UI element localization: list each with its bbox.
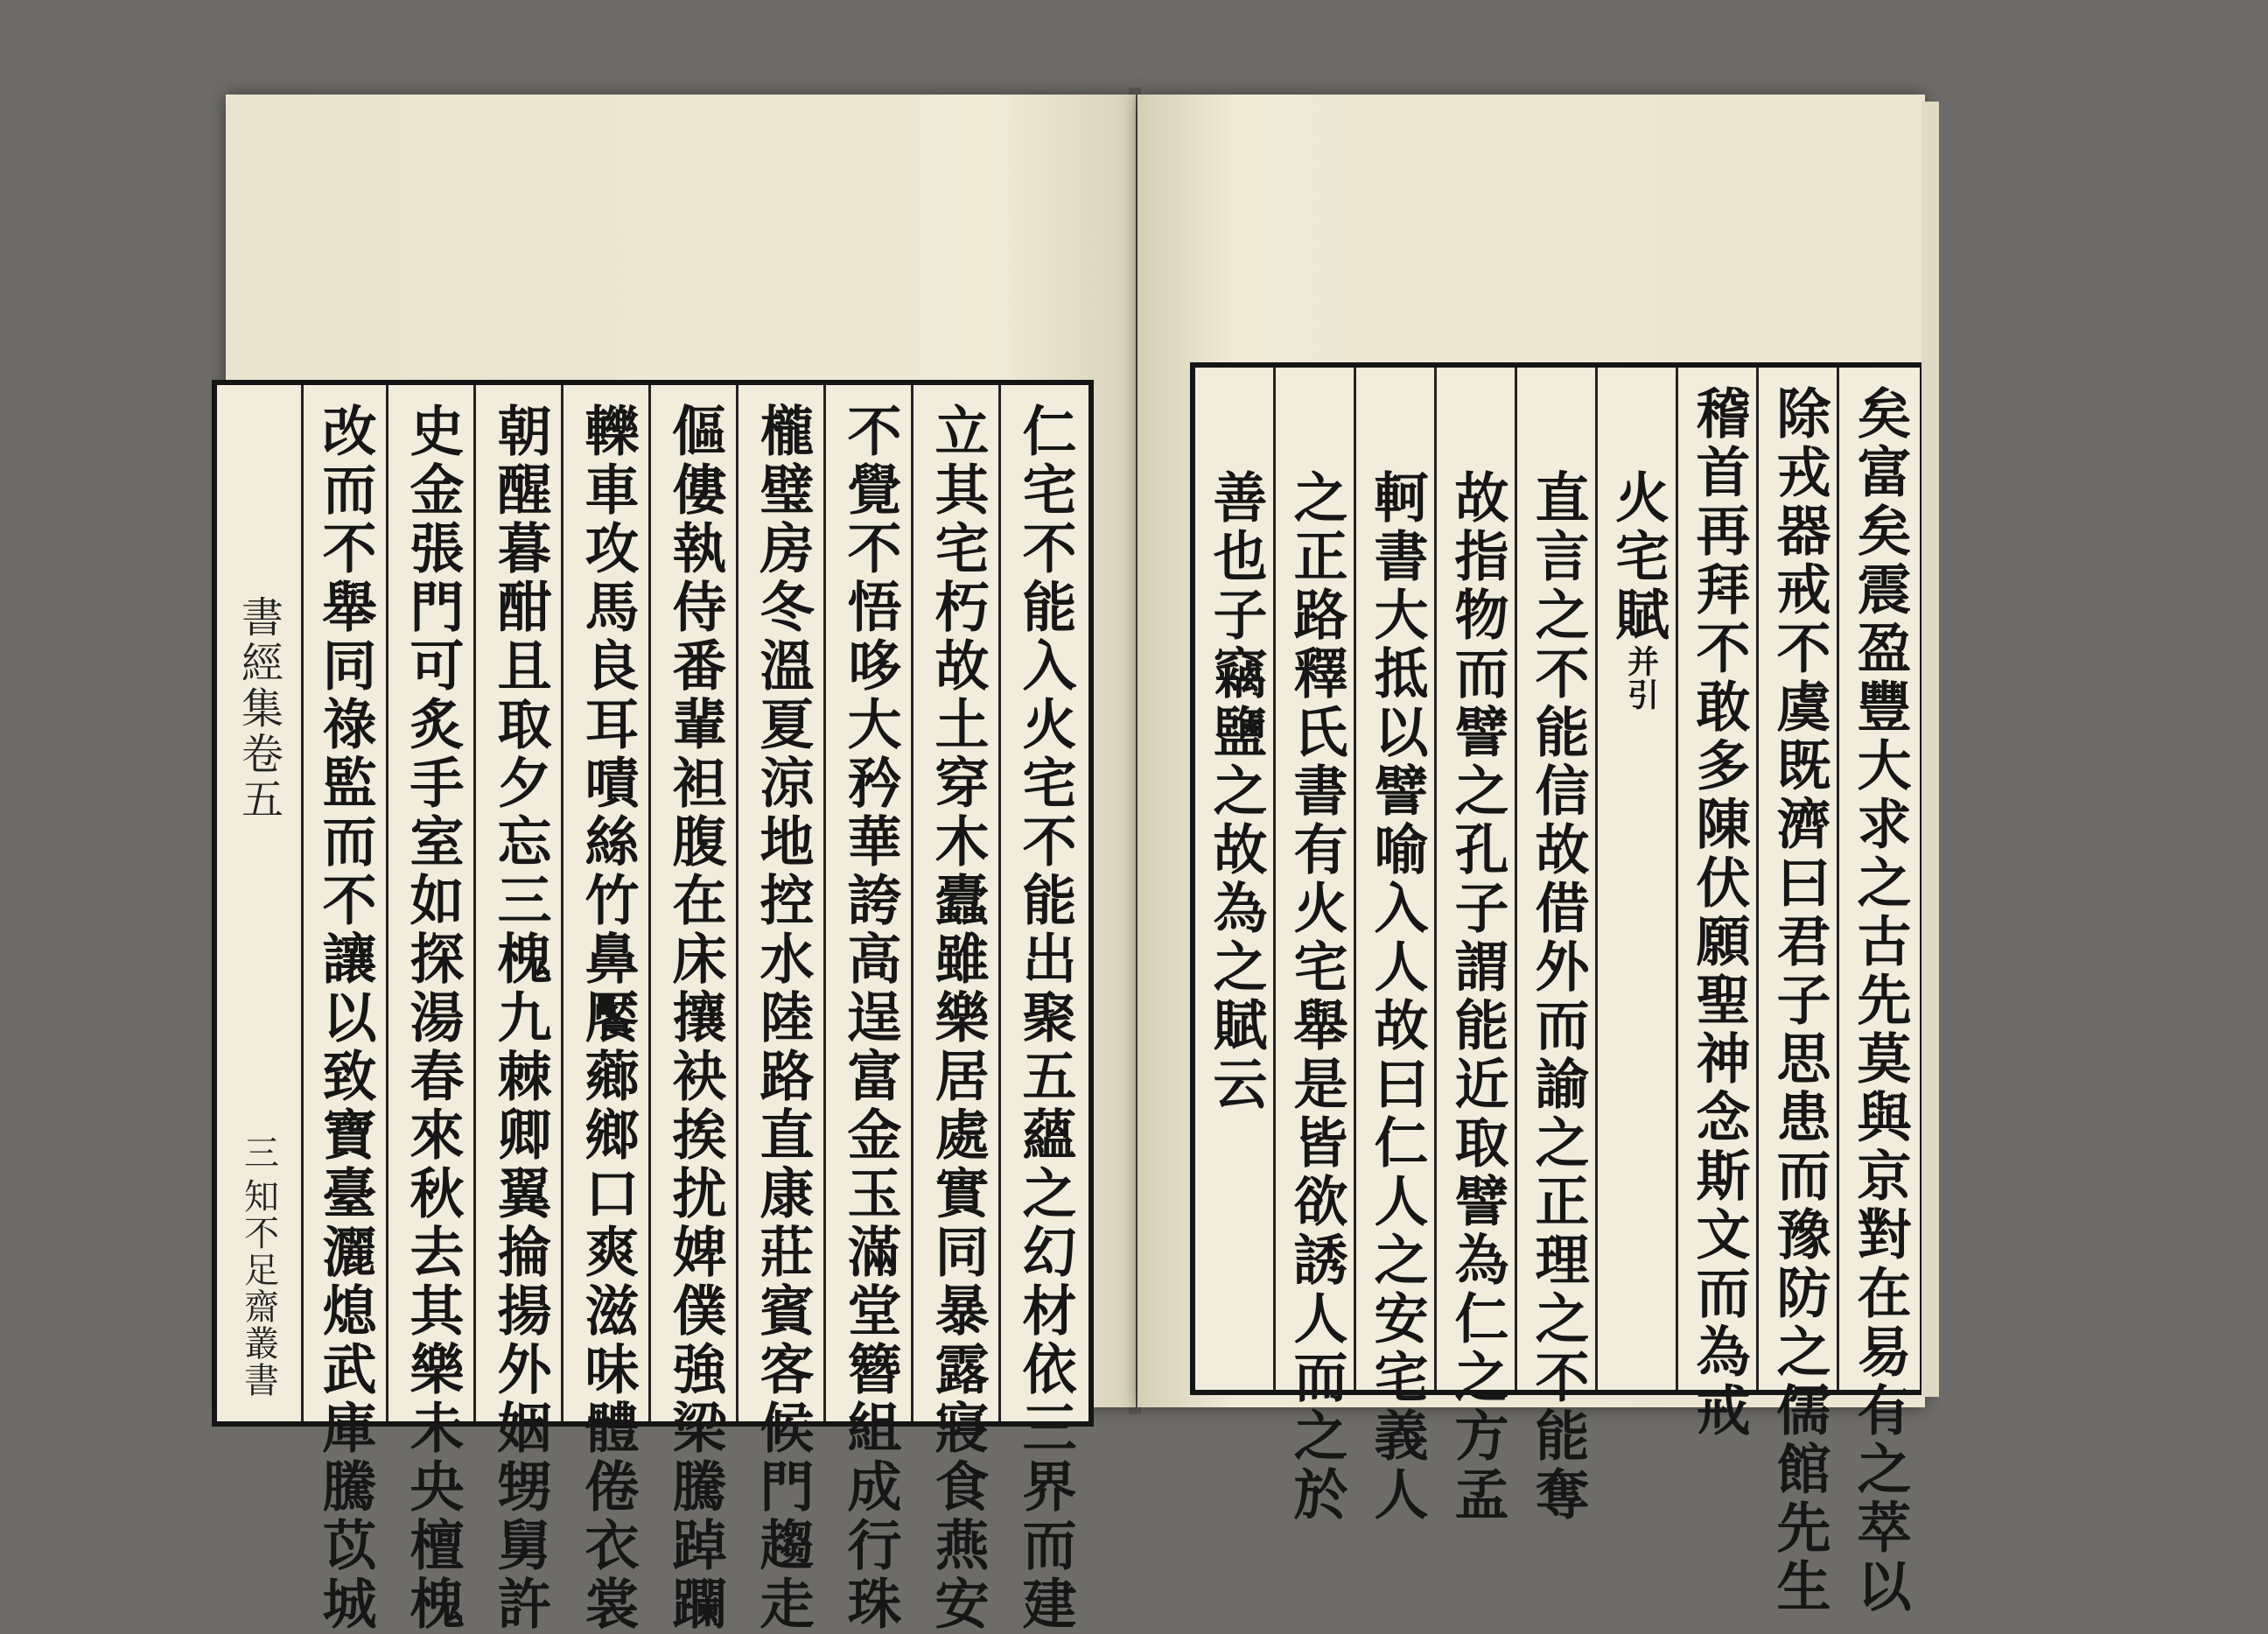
left-page	[226, 95, 1136, 1634]
text-column	[826, 385, 914, 1634]
column-text: 改而不舉同祿監而不讓以致寶臺灑熄武庫騰苡城	[313, 403, 377, 1634]
column-text: 立其宅朽故土穿木蠹雖樂居處實同暴露寢食燕安	[926, 403, 990, 1634]
text-column	[1839, 368, 1920, 1616]
column-text: 故指物而譬之孔子謂能近取譬為仁之方孟	[1446, 469, 1509, 1525]
column-rule	[648, 385, 651, 1421]
column-text: 軻書大抵以譬喻入人故曰仁人之安宅義人	[1365, 469, 1429, 1525]
column-text: 不覺不悟哆大矜華誇高逞富金玉滿堂簪組成行珠	[838, 403, 902, 1634]
text-column	[651, 385, 738, 1634]
column-rule	[1434, 368, 1437, 1390]
section-title-note: 并引	[1622, 645, 1659, 712]
column-rule	[473, 385, 476, 1421]
column-rule	[823, 385, 826, 1421]
text-column	[1276, 368, 1356, 1525]
column-rule	[1515, 368, 1517, 1390]
book-title-label: 書經集卷五	[234, 595, 284, 823]
column-rule	[1676, 368, 1678, 1390]
column-rule	[1354, 368, 1356, 1390]
text-column	[1598, 368, 1678, 1390]
column-rule	[998, 385, 1001, 1421]
text-column	[476, 385, 564, 1634]
publisher-label: 知不足齋叢書	[238, 1178, 279, 1399]
text-column	[738, 385, 826, 1634]
text-column	[564, 385, 651, 1634]
column-text: 善也子竊鹽之故為之賦云	[1204, 469, 1268, 1114]
column-text: 矣富矣震盈豐大求之古先莫與京對在易有之萃以	[1848, 385, 1912, 1616]
section-title: 火宅賦	[1606, 469, 1670, 645]
column-rule	[1756, 368, 1759, 1390]
text-column	[1356, 368, 1437, 1525]
column-text: 櫳璧房冬溫夏涼地控水陸路直康莊賓客候門趨走	[751, 403, 815, 1634]
left-text-frame	[212, 380, 1094, 1634]
right-text-frame	[1190, 362, 1925, 1616]
column-text: 直言之不能信故借外而諭之正理之不能奪	[1526, 469, 1590, 1525]
column-rule	[1273, 368, 1276, 1390]
text-column	[1517, 368, 1598, 1525]
text-column	[1678, 368, 1759, 1441]
text-column	[301, 385, 388, 1634]
page-edge	[1922, 102, 1939, 1397]
text-column	[914, 385, 1001, 1634]
column-text: 仁宅不能入火宅不能出聚五蘊之幻材依三界而建	[1013, 403, 1077, 1634]
column-text: 之正路釋氏書有火宅舉是皆欲誘人而之於	[1284, 469, 1348, 1525]
column-rule	[1595, 368, 1598, 1390]
column-text: 史金張門可炙手室如探湯春來秋去其樂未央檀槐	[401, 403, 465, 1634]
column-text: 朝醒暮酣且取夕忘三槐九棘卿翼掄揚外姻甥舅許	[488, 403, 552, 1634]
column-text: 轢車攻馬良耳嘖絲竹鼻饜薌鄉口爽滋味體倦衣裳	[576, 403, 640, 1634]
text-column	[1001, 385, 1088, 1634]
left-margin-strip	[217, 385, 301, 1421]
text-column	[388, 385, 476, 1634]
column-rule	[561, 385, 564, 1421]
text-column	[1195, 368, 1276, 1390]
column-rule	[736, 385, 738, 1421]
column-rule	[1837, 368, 1839, 1390]
right-page	[1138, 95, 1925, 1616]
column-rule	[911, 385, 914, 1421]
text-column	[1437, 368, 1517, 1525]
column-text: 除戎器戒不虞既濟曰君子思患而豫防之儒館先生	[1768, 385, 1831, 1616]
page-number: 三	[238, 1134, 279, 1171]
column-text: 傴僂執侍番輩袒腹在床攘袂挨扰婢僕強梁騰踔躝	[663, 403, 727, 1634]
column-rule	[386, 385, 388, 1421]
column-text: 稽首再拜不敢多陳伏願聖神念斯文而為戒	[1687, 385, 1751, 1441]
text-column	[1759, 368, 1839, 1616]
